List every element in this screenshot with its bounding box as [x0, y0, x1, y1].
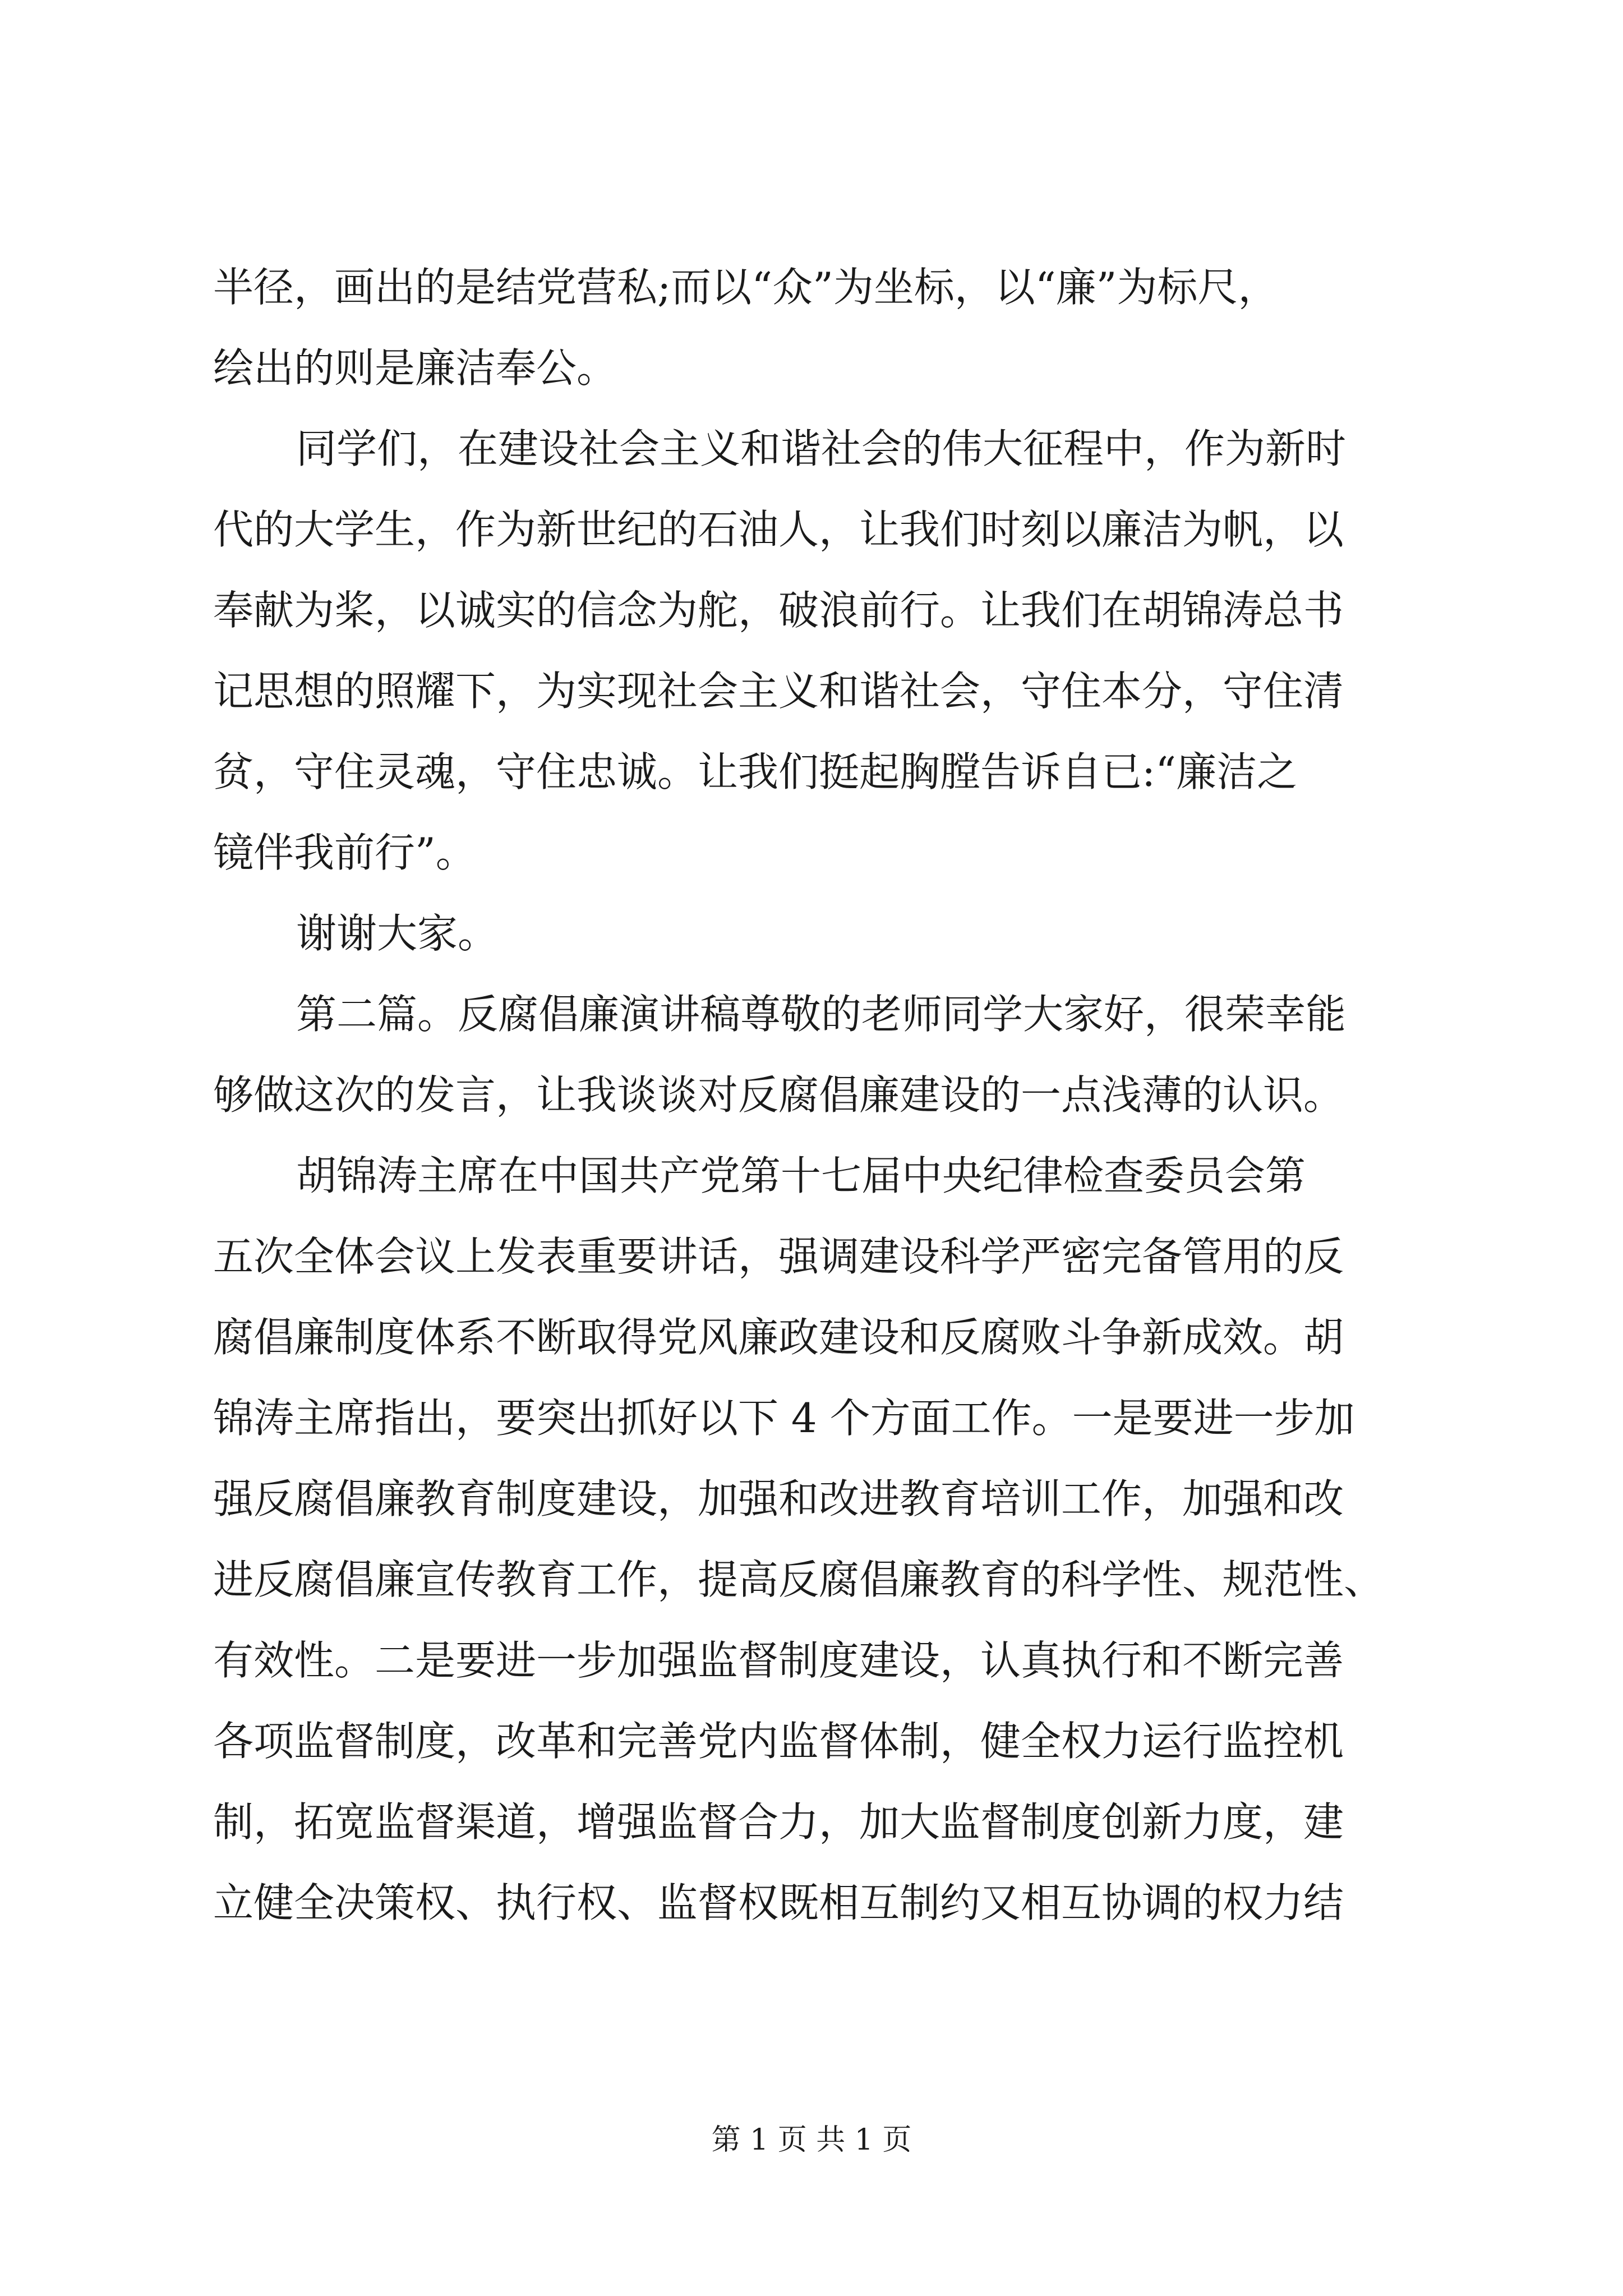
text-line-14: 腐倡廉制度体系不断取得党风廉政建设和反腐败斗争新成效。胡 — [213, 1314, 1344, 1361]
text-line-21: 立健全决策权、执行权、监督权既相互制约又相互协调的权力结 — [213, 1879, 1344, 1926]
text-line-4: 代的大学生，作为新世纪的石油人，让我们时刻以廉洁为帆，以 — [213, 506, 1344, 553]
text-line-6: 记思想的照耀下，为实现社会主义和谐社会，守住本分，守住清 — [213, 668, 1344, 715]
text-line-1: 半径，画出的是结党营私;而以“众”为坐标，以“廉”为标尺， — [213, 264, 1279, 311]
text-line-13: 五次全体会议上发表重要讲话，强调建设科学严密完备管用的反 — [213, 1233, 1344, 1280]
text-line-2: 绘出的则是廉洁奉公。 — [213, 344, 617, 392]
text-line-7: 贫，守住灵魂，守住忠诚。让我们挺起胸膛告诉自已:“廉洁之 — [213, 748, 1298, 795]
text-line-19: 各项监督制度，改革和完善党内监督体制，健全权力运行监控机 — [213, 1718, 1344, 1765]
text-line-11: 够做这次的发言，让我谈谈对反腐倡廉建设的一点浅薄的认识。 — [213, 1071, 1344, 1119]
paragraph-start-line-10: 第二篇。反腐倡廉演讲稿尊敬的老师同学大家好，很荣幸能 — [296, 991, 1347, 1038]
text-line-18: 有效性。二是要进一步加强监督制度建设，认真执行和不断完善 — [213, 1637, 1344, 1684]
text-line-16: 强反腐倡廉教育制度建设，加强和改进教育培训工作，加强和改 — [213, 1475, 1344, 1522]
paragraph-start-line-12: 胡锦涛主席在中国共产党第十七届中央纪律检查委员会第 — [296, 1152, 1306, 1199]
paragraph-start-line-3: 同学们，在建设社会主义和谐社会的伟大征程中，作为新时 — [296, 425, 1347, 472]
text-line-20: 制，拓宽监督渠道，增强监督合力，加大监督制度创新力度，建 — [213, 1798, 1344, 1846]
text-line-15: 锦涛主席指出，要突出抓好以下 4 个方面工作。一是要进一步加 — [213, 1395, 1355, 1442]
text-line-5: 奉献为桨，以诚实的信念为舵，破浪前行。让我们在胡锦涛总书 — [213, 587, 1344, 634]
page-footer: 第 1 页 共 1 页 — [711, 2123, 912, 2157]
text-line-8: 镜伴我前行”。 — [213, 829, 476, 876]
paragraph-start-line-9: 谢谢大家。 — [296, 910, 499, 957]
text-line-17: 进反腐倡廉宣传教育工作，提高反腐倡廉教育的科学性、规范性、 — [213, 1556, 1385, 1603]
